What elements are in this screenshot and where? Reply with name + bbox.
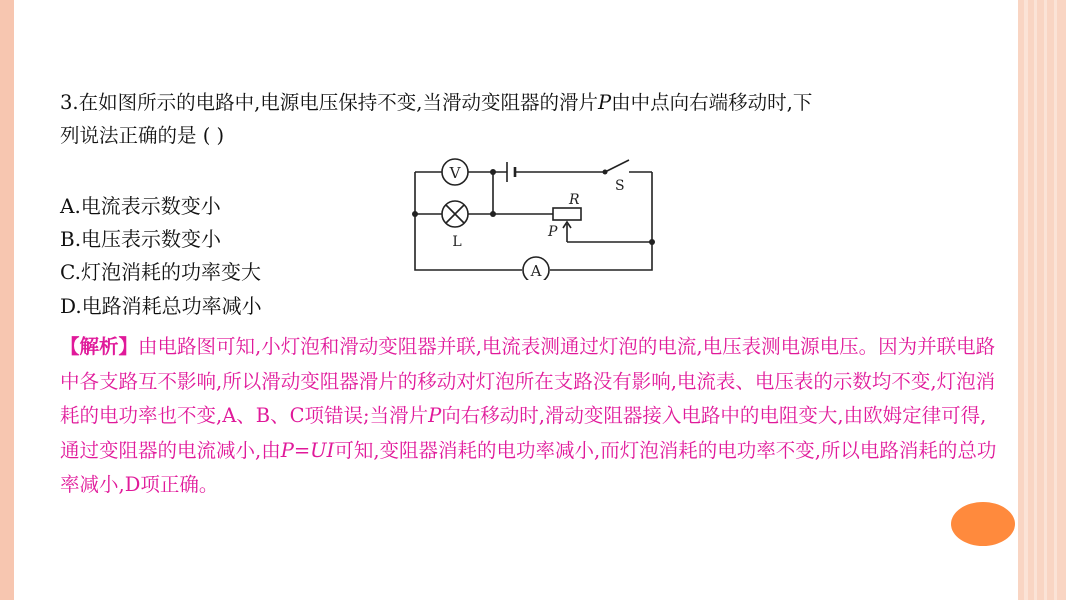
analysis-tag: 【解析】 <box>60 335 139 358</box>
rheostat-label: R <box>569 192 580 208</box>
question-text <box>60 86 1010 152</box>
switch-label: S <box>615 178 625 194</box>
left-border <box>0 0 14 600</box>
svg-text:L: L <box>452 234 462 250</box>
decorative-dot <box>951 502 1015 546</box>
option-a: A.电流表示数变小 <box>60 194 221 218</box>
option-d: D.电路消耗总功率减小 <box>60 294 262 318</box>
option-b: B.电压表示数变小 <box>60 227 222 251</box>
right-border <box>1018 0 1066 600</box>
voltmeter-icon <box>442 159 468 185</box>
question-line-2: 列说法正确的是 ( ) <box>60 124 225 147</box>
slider-label: P <box>548 224 558 240</box>
analysis-text: 【解析】由电路图可知,小灯泡和滑动变阻器并联,电流表测通过灯泡的电流,电压表测电源电压。因为并联电路中各支路互不影响,所以滑动变阻器滑片的移动对灯泡所在支路没有影响,电流表、电压表的示数均不变,灯泡消耗的电功率也不变,A、B、C项错误;当滑片P向右移动时,滑动变阻器接入电路中的电阻变大,由欧姆定律可得,通过变阻器的电流减小,由P=UI可知,变阻器消耗的电功率减小,而灯泡消耗的电功率不变,所以电路消耗的总功率减小,D项正确。 <box>60 335 997 496</box>
svg-text:V: V <box>449 164 461 182</box>
svg-text:A: A <box>530 262 542 280</box>
question-line-1: 3.在如图所示的电路中,电源电压保持不变,当滑动变阻器的滑片P由中点向右端移动时,下 <box>60 91 813 114</box>
option-c: C.灯泡消耗的功率变大 <box>60 260 261 284</box>
circuit-diagram <box>405 150 665 280</box>
lamp-icon <box>442 201 468 250</box>
ammeter-icon <box>523 257 549 280</box>
